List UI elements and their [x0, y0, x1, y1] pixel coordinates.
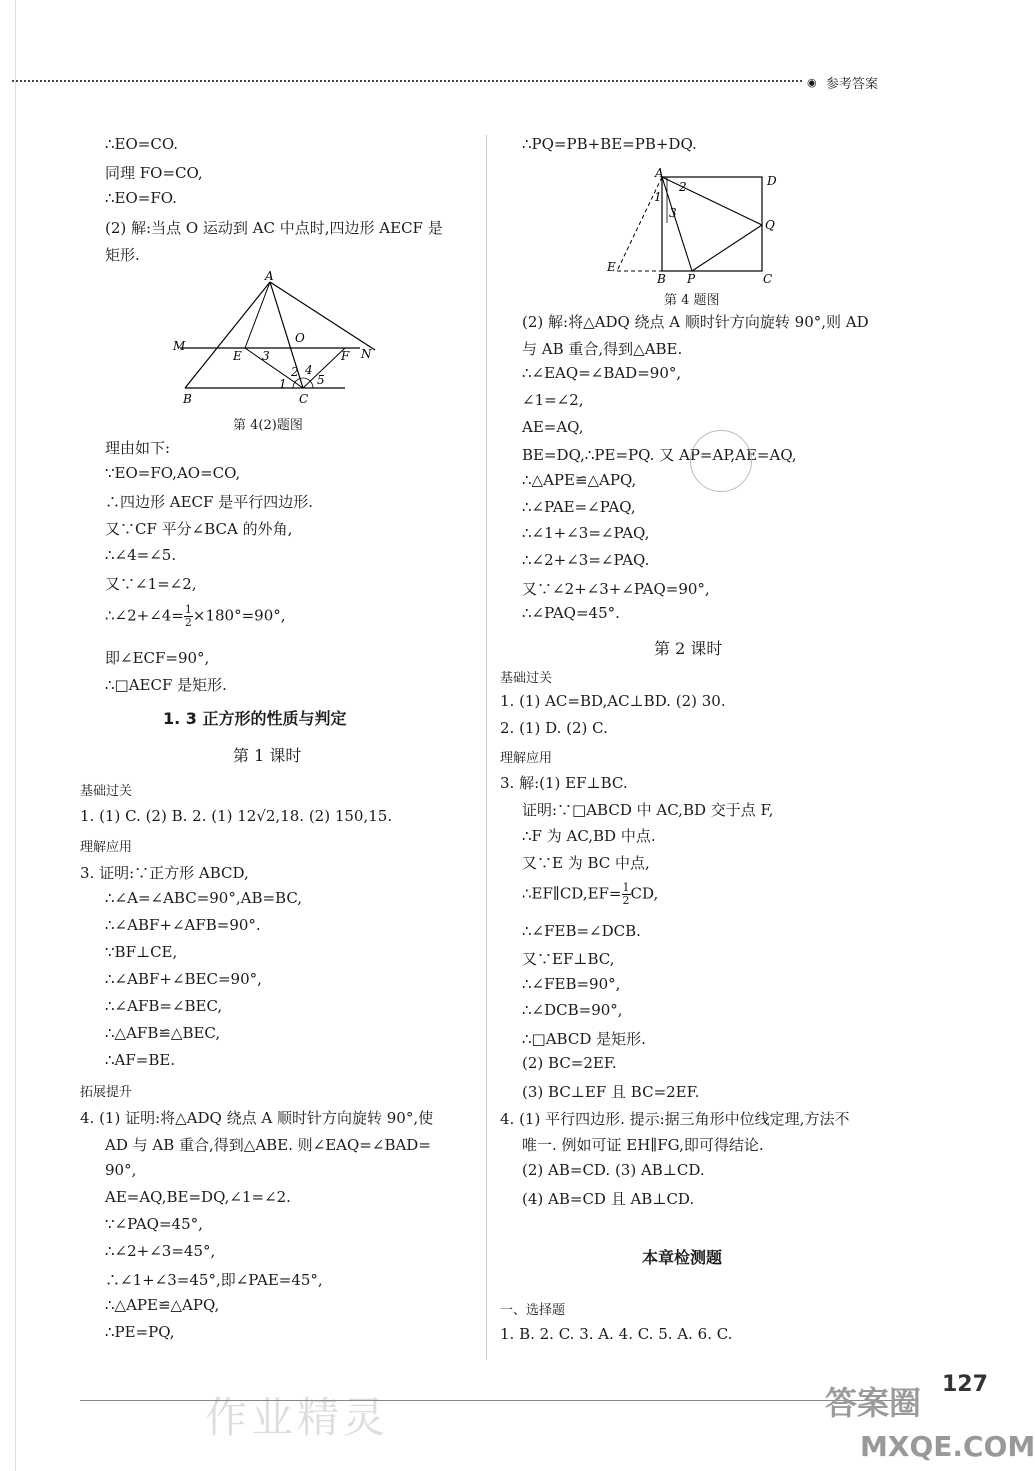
numerator: 1 [184, 603, 192, 616]
text-line: ∴∠1+∠3=45°,即∠PAE=45°, [105, 1271, 323, 1289]
denominator: 2 [184, 616, 192, 629]
fig2-label: C [763, 272, 773, 286]
footer-rule [80, 1400, 910, 1401]
text-line: ∴∠FEB=90°, [522, 975, 621, 993]
text-line: 同理 FO=CO, [105, 164, 203, 182]
fig1-label: 3 [262, 349, 270, 363]
numerator: 1 [622, 881, 630, 894]
text-line: ∴□ABCD 是矩形. [522, 1030, 646, 1048]
faint-stamp [690, 430, 752, 492]
text-line: ∵∠PAQ=45°, [105, 1215, 203, 1233]
text-line: ∴∠AFB=∠BEC, [105, 997, 223, 1015]
text-line: ∴∠1+∠3=∠PAQ, [522, 524, 650, 542]
text-line: 矩形. [105, 246, 140, 264]
text-line: ∴∠2+∠3=∠PAQ. [522, 551, 650, 569]
text-line: 又∵EF⊥BC, [522, 950, 615, 968]
text-line: ∴AF=BE. [105, 1051, 176, 1069]
lesson-title: 第 2 课时 [654, 639, 723, 658]
text-line: ∵BF⊥CE, [105, 943, 178, 961]
text-line: (4) AB=CD 且 AB⊥CD. [522, 1190, 695, 1208]
text-line: ∴∠ABF+∠AFB=90°. [105, 916, 261, 934]
text-line: ∴∠PAQ=45°. [522, 604, 620, 622]
subheading: 一、选择题 [500, 1303, 566, 1318]
fig1-label: E [233, 349, 242, 363]
text-line: ∴PQ=PB+BE=PB+DQ. [522, 135, 697, 153]
text-line: 4. (1) 证明:将△ADQ 绕点 A 顺时针方向旋转 90°,使 [80, 1109, 434, 1127]
text-line: 3. 证明:∵正方形 ABCD, [80, 864, 249, 882]
subheading: 基础过关 [500, 671, 553, 686]
answer-line: 1. B. 2. C. 3. A. 4. C. 5. A. 6. C. [500, 1325, 733, 1343]
subheading: 理解应用 [80, 840, 133, 855]
fig1-label: F [341, 349, 350, 363]
fig1-label: O [295, 331, 305, 345]
denominator: 2 [622, 894, 630, 907]
text-line: ∴EO=FO. [105, 189, 177, 207]
fig2-label: A [655, 166, 664, 180]
text-line: ∴□AECF 是矩形. [105, 676, 227, 694]
text-line: ∴四边形 AECF 是平行四边形. [105, 493, 313, 511]
fig1-label: N [361, 347, 372, 361]
fig2-label: P [687, 272, 696, 286]
binding-margin-line [15, 0, 16, 1471]
fig2-label: Q [765, 218, 775, 232]
text-line: 3. 解:(1) EF⊥BC. [500, 774, 628, 792]
subheading: 理解应用 [500, 751, 553, 766]
text-line: (2) AB=CD. (3) AB⊥CD. [522, 1161, 705, 1179]
subheading: 拓展提升 [80, 1085, 133, 1100]
text-line: 4. (1) 平行四边形. 提示:据三角形中位线定理,方法不 [500, 1110, 850, 1128]
text-line: 又∵E 为 BC 中点, [522, 854, 650, 872]
fig1-label: 2 [291, 365, 299, 379]
text-part: CD, [630, 884, 659, 903]
section-title: 1. 3 正方形的性质与判定 [163, 709, 347, 728]
fraction-line [522, 882, 658, 907]
text-part: ∴EF∥CD,EF= [522, 884, 622, 903]
text-line: ∠1=∠2, [522, 391, 584, 409]
fig1-label: 5 [317, 373, 325, 387]
text-line: ∴∠PAE=∠PAQ, [522, 498, 636, 516]
text-line: ∴△APE≌△APQ, [522, 471, 637, 489]
header-title: 参考答案 [826, 77, 879, 92]
text-line: ∴△AFB≌△BEC, [105, 1024, 221, 1042]
text-line: 90°, [105, 1161, 137, 1179]
fig2-label: 1 [654, 190, 662, 204]
fig1-label: A [265, 269, 274, 283]
text-line: AE=AQ,BE=DQ,∠1=∠2. [105, 1188, 291, 1206]
answer-line: 2. (1) D. (2) C. [500, 719, 608, 737]
text-line: (2) 解:将△ADQ 绕点 A 顺时针方向旋转 90°,则 AD [522, 313, 869, 331]
text-line: ∴∠FEB=∠DCB. [522, 922, 641, 940]
text-line: 又∵∠1=∠2, [105, 575, 197, 593]
text-line: 与 AB 重合,得到△ABE. [522, 340, 683, 358]
text-line: AD 与 AB 重合,得到△ABE. 则∠EAQ=∠BAD= [105, 1136, 431, 1154]
fig2-label: 3 [669, 206, 677, 220]
text-part: ∴∠2+∠4= [105, 606, 184, 625]
fraction [184, 604, 193, 629]
right-column [500, 0, 912, 1400]
watermark: 作业精灵 [205, 1393, 390, 1442]
text-line: 又∵CF 平分∠BCA 的外角, [105, 520, 293, 538]
fig2-label: E [607, 260, 616, 274]
text-line: ∴EO=CO. [105, 135, 179, 153]
text-line: BE=DQ,∴PE=PQ. 又 AP=AP,AE=AQ, [522, 446, 797, 464]
column-divider [486, 135, 487, 1360]
text-line: ∴∠2+∠3=45°, [105, 1242, 216, 1260]
fig1-label: 4 [305, 363, 313, 377]
lesson-title: 第 1 课时 [233, 746, 302, 765]
text-line: (2) BC=2EF. [522, 1054, 617, 1072]
text-line: (3) BC⊥EF 且 BC=2EF. [522, 1083, 700, 1101]
fig2-label: B [657, 272, 666, 286]
fraction-line [105, 604, 286, 629]
figure-caption: 第 4 题图 [664, 293, 720, 308]
text-line: 理由如下: [105, 439, 171, 457]
answer-line: 1. (1) AC=BD,AC⊥BD. (2) 30. [500, 692, 726, 710]
fig1-label: C [299, 392, 309, 406]
page-number: 127 [942, 1372, 988, 1397]
header-bullet-icon: ◉ [807, 76, 817, 89]
text-line: ∵EO=FO,AO=CO, [105, 464, 241, 482]
answer-line: 1. (1) C. (2) B. 2. (1) 12√2,18. (2) 150,15. [80, 807, 393, 825]
site-logo: 答案圈 [825, 1384, 922, 1422]
text-line: 即∠ECF=90°, [105, 649, 210, 667]
text-part: ×180°=90°, [192, 606, 286, 625]
left-column [80, 0, 485, 1400]
fig1-label: M [173, 339, 186, 353]
text-line: ∴∠A=∠ABC=90°,AB=BC, [105, 889, 303, 907]
chapter-title: 本章检测题 [642, 1248, 723, 1267]
text-line: AE=AQ, [522, 418, 584, 436]
figure-4-2 [175, 270, 375, 410]
site-url: MXQE.COM [860, 1430, 1035, 1463]
text-line: (2) 解:当点 O 运动到 AC 中点时,四边形 AECF 是 [105, 219, 443, 237]
fig2-label: D [767, 174, 777, 188]
text-line: ∴△APE≌△APQ, [105, 1296, 220, 1314]
subheading: 基础过关 [80, 784, 133, 799]
text-line: 又∵∠2+∠3+∠PAQ=90°, [522, 580, 710, 598]
figure-4 [607, 165, 787, 285]
fig1-label: B [183, 392, 192, 406]
text-line: ∴∠4=∠5. [105, 546, 177, 564]
figure-caption: 第 4(2)题图 [233, 418, 303, 433]
text-line: ∴∠EAQ=∠BAD=90°, [522, 364, 682, 382]
fig1-label: 1 [279, 377, 287, 391]
text-line: 唯一. 例如可证 EH∥FG,即可得结论. [522, 1136, 764, 1154]
text-line: ∴∠ABF+∠BEC=90°, [105, 970, 262, 988]
text-line: ∴∠DCB=90°, [522, 1001, 623, 1019]
fraction [622, 882, 631, 907]
text-line: ∴PE=PQ, [105, 1323, 175, 1341]
fig2-label: 2 [679, 180, 687, 194]
text-line: ∴F 为 AC,BD 中点. [522, 827, 656, 845]
text-line: 证明:∵□ABCD 中 AC,BD 交于点 F, [522, 801, 774, 819]
